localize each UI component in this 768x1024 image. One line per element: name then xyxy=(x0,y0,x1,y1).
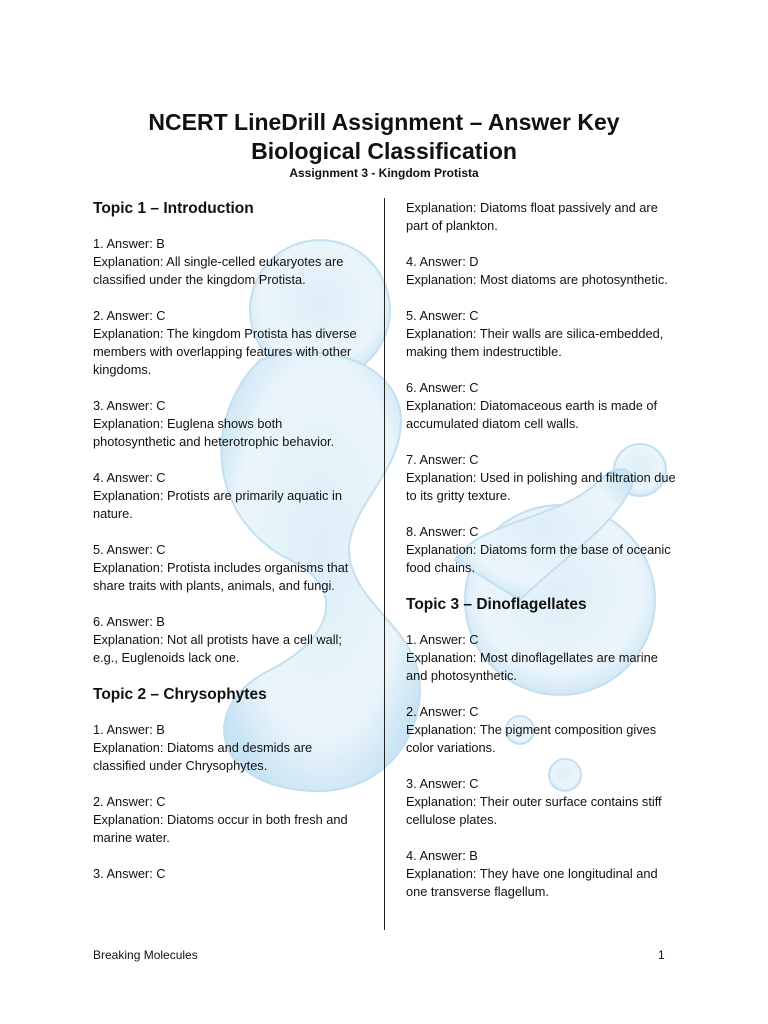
answer-explanation: Explanation: Not all protists have a cell wall; e.g., Euglenoids lack one. xyxy=(93,632,342,665)
answer-explanation: Explanation: Euglena shows both photosynthetic and heterotrophic behavior. xyxy=(93,416,335,449)
answer-label: 7. Answer: C xyxy=(406,452,479,467)
answer-label: 4. Answer: C xyxy=(93,470,166,485)
answer-label: 6. Answer: B xyxy=(93,614,165,629)
answer-explanation: Explanation: Their walls are silica-embedded, making them indestructible. xyxy=(406,326,664,359)
answer-item xyxy=(93,541,363,595)
page-number: 1 xyxy=(658,948,665,962)
answer-explanation: Explanation: Most dinoflagellates are marine and photosynthetic. xyxy=(406,650,658,683)
answer-item xyxy=(406,307,676,361)
answer-label: 2. Answer: C xyxy=(406,704,479,719)
document-subject: Biological Classification xyxy=(251,138,517,164)
answer-label: 3. Answer: C xyxy=(93,398,166,413)
answer-explanation: Explanation: Used in polishing and filtration due to its gritty texture. xyxy=(406,470,676,503)
answer-item xyxy=(406,847,676,901)
answer-item xyxy=(406,523,676,577)
answer-label: 2. Answer: C xyxy=(93,308,166,323)
answer-label: 1. Answer: B xyxy=(93,722,165,737)
answer-explanation: Explanation: Diatoms and desmids are classified under Chrysophytes. xyxy=(93,740,313,773)
right-column xyxy=(406,199,676,919)
answer-item xyxy=(406,451,676,505)
answer-item xyxy=(406,631,676,685)
topic-3-heading: Topic 3 – Dinoflagellates xyxy=(406,596,587,613)
answer-item xyxy=(93,235,363,289)
footer-brand: Breaking Molecules xyxy=(93,948,198,962)
answer-item xyxy=(93,397,363,451)
answer-label: 1. Answer: B xyxy=(93,236,165,251)
column-divider xyxy=(384,198,385,930)
answer-explanation: Explanation: Their outer surface contains stiff cellulose plates. xyxy=(406,794,662,827)
answer-item xyxy=(406,775,676,829)
answer-explanation: Explanation: The pigment composition gives color variations. xyxy=(406,722,657,755)
answer-label: 1. Answer: C xyxy=(406,632,479,647)
answer-label: 6. Answer: C xyxy=(406,380,479,395)
assignment-subtitle: Assignment 3 - Kingdom Protista xyxy=(289,166,479,180)
answer-item xyxy=(93,307,363,379)
answer-label: 5. Answer: C xyxy=(93,542,166,557)
answer-explanation: Explanation: Diatomaceous earth is made of accumulated diatom cell walls. xyxy=(406,398,658,431)
answer-explanation: Explanation: Diatoms float passively and are part of plankton. xyxy=(406,200,658,233)
answer-explanation: Explanation: Protists are primarily aquatic in nature. xyxy=(93,488,342,521)
answer-explanation: Explanation: Diatoms occur in both fresh and marine water. xyxy=(93,812,348,845)
left-column xyxy=(93,199,363,901)
answer-explanation: Explanation: They have one longitudinal and one transverse flagellum. xyxy=(406,866,658,899)
answer-label: 3. Answer: C xyxy=(406,776,479,791)
answer-explanation: Explanation: The kingdom Protista has diverse members with overlapping features with other kingdoms. xyxy=(93,326,357,377)
answer-label: 4. Answer: B xyxy=(406,848,478,863)
answer-label: 2. Answer: C xyxy=(93,794,166,809)
answer-label: 3. Answer: C xyxy=(93,866,166,881)
answer-label: 8. Answer: C xyxy=(406,524,479,539)
answer-label: 4. Answer: D xyxy=(406,254,479,269)
answer-explanation: Explanation: Protista includes organisms that share traits with plants, animals, and fungi. xyxy=(93,560,349,593)
topic-2-heading: Topic 2 – Chrysophytes xyxy=(93,686,267,703)
answer-explanation: Explanation: Most diatoms are photosynthetic. xyxy=(406,272,668,287)
answer-item xyxy=(93,793,363,847)
answer-item xyxy=(93,865,363,883)
answer-item xyxy=(406,253,676,289)
answer-explanation: Explanation: All single-celled eukaryotes are classified under the kingdom Protista. xyxy=(93,254,344,287)
answer-item xyxy=(406,379,676,433)
answer-item-continued xyxy=(406,199,676,235)
answer-item xyxy=(93,721,363,775)
answer-item xyxy=(406,703,676,757)
answer-label: 5. Answer: C xyxy=(406,308,479,323)
answer-item xyxy=(93,613,363,667)
document-title: NCERT LineDrill Assignment – Answer Key xyxy=(148,109,620,135)
answer-explanation: Explanation: Diatoms form the base of oceanic food chains. xyxy=(406,542,671,575)
answer-item xyxy=(93,469,363,523)
topic-1-heading: Topic 1 – Introduction xyxy=(93,200,254,217)
